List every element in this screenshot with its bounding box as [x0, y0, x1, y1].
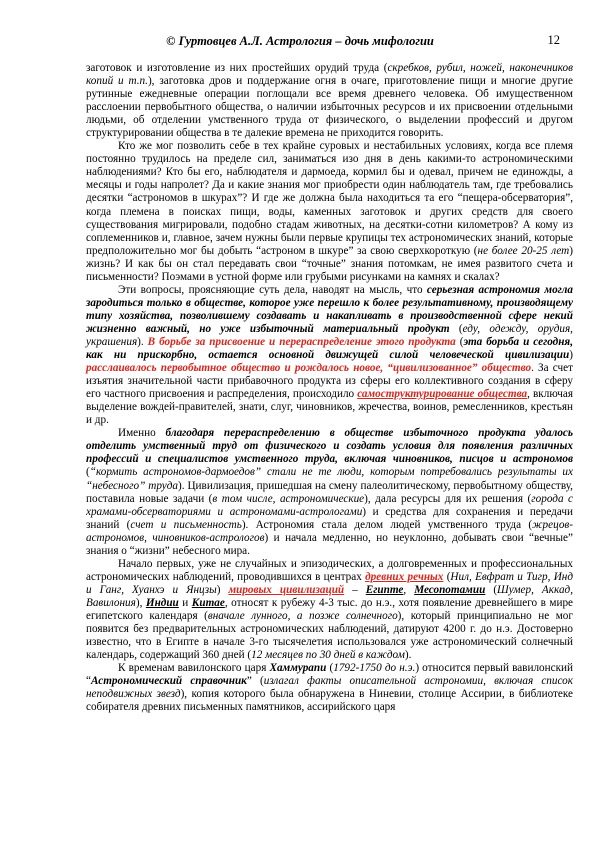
text-run: ,: [403, 583, 415, 596]
text-run-italic: скребков, рубил, ножей, наконечников копий и т.п.: [86, 62, 573, 88]
text-run: ), заготовка дров и поддержание огня в очаге, приготовление пищи и многие другие рутинные ежедневные операции поглощали все время древнего человека. Об имущественном расслоении первобытного общества, о наличии избыточных ресурсов и их присвоении отдельными людьми, об отделении умственного труда от физического, о выделении профессий и другом структурировании общества в те далекие времена не приходится говорить.: [86, 75, 573, 140]
text-run: , относят к рубежу 4-3 тыс. до н.э., хотя появление древнейшего в мире египетского календаря (: [86, 596, 573, 622]
text-run: Именно: [118, 427, 166, 440]
paragraph-3: [86, 284, 573, 428]
text-run: Кто же мог позволить себе в тех крайне суровых и нестабильных условиях, когда все племя постоянно трудилось на пределе сил, заниматься изо дня в день какими-то астрономическими наблюдениями? Кто бы его, наблюдателя и дармоеда, кормил бы и одевал, причем не единожды, а месяцы и годы напролет? Да и какие знания мог приобрести один наблюдатель там, где требовались десятки “астрономов в шкурах”? И где же должна была находиться та его “пещера-обсерватория”, когда племена в поисках пищи, воды, каменных заготовок и других средств для своего существования мигрировали, подобно стадам животных, на десятки-сотни километров? А кому из соплеменников и, главное, зачем нужны были первые крупицы тех астрономических знаний, которые предположительно мог бы добыть “астроном в шкуре” за свою сверхкороткую (: [86, 140, 573, 257]
text-run-red-underlined: самоструктурирование общества: [357, 388, 528, 401]
text-run: ). Астрономия стала делом людей умственного труда (: [241, 518, 533, 531]
text-run-italic: 12 месяцев по 30 дней в каждом: [251, 649, 405, 662]
running-title: © Гуртовцев А.Л. Астрология – дочь мифологии: [166, 34, 434, 48]
page-header: [0, 30, 600, 50]
text-run: ) относится первый вавилонский “: [86, 662, 573, 688]
text-run: (: [455, 335, 464, 348]
text-run-red-emphasis: В борьбе за присвоение и перераспределение этого продукта: [147, 335, 456, 348]
text-run-red-underlined: мировых цивилизаций: [228, 583, 345, 596]
text-run-italic: 1792-1750 до н.э.: [333, 662, 416, 675]
text-run: ), дала ресурсы для их решения (: [364, 492, 532, 505]
text-run: ). Цивилизация, пришедшая на смену палеолитическому, первобытному обществу, поставила новые задачи (: [86, 479, 573, 505]
text-run: Эти вопросы, проясняющие суть дела, наводят на мысль, что: [118, 283, 427, 296]
text-run-italic: Шумер, Аккад, Вавилония: [86, 583, 573, 609]
text-run: (: [443, 570, 451, 583]
text-run-italic: не более 20-25 лет: [477, 244, 570, 257]
text-run: ).: [404, 649, 412, 662]
text-run-bold-underlined: Индии: [145, 596, 179, 609]
text-run: заготовок и изготовление из них простейших орудий труда (: [86, 62, 388, 74]
text-run: К временам вавилонского царя: [118, 662, 270, 675]
text-run: ” (: [246, 675, 264, 688]
text-run: ): [569, 349, 573, 362]
paragraph-4: [86, 427, 573, 557]
text-run: ): [216, 583, 229, 596]
text-run: ), который принципиально не мог появится без предварительных астрономических наблюдений, датируют 4200 г. до н.э. Достоверно известно, что в Египте в начале 3-го тысячелетия использовался уже астрономический солнечный календарь, содержащий 360 дней (: [86, 609, 573, 662]
text-run-bold-underlined: Египте: [365, 583, 404, 596]
text-run-bold-underlined: Месопотамии: [414, 583, 486, 596]
text-run: (: [86, 466, 90, 479]
text-run: . За счет изъятия значительной части прибавочного продукта из сферы его коллективного создания в сферу его частного присвоения и распределения, происходило: [86, 362, 573, 401]
text-run-italic: в том числе, астрономические: [212, 492, 365, 505]
text-run-bold-italic: серьезная астрономия могла зародиться только в обществе, которое уже перешло к более результативному, производящему типу хозяйства, позволившему создавать и накапливать в производственной сфере некий жизненно важный, но уже избыточный материальный продукт: [86, 283, 573, 335]
text-run: ), копия которого была обнаружена в Ниневии, столице Ассирии, в библиотеке собирателя древних письменных памятников, ассирийского царя: [86, 688, 573, 714]
text-run-red-emphasis: расслаивалось первобытное общество и рождалось новое, “цивилизованное” общество: [86, 362, 532, 375]
text-run-italic: “кормить астрономов-дармоедов” стали не те люди, которым потребовались результаты их “небесного” труда: [86, 466, 573, 492]
text-run-italic: еду, одежду, орудия, украшения: [86, 322, 573, 348]
text-run: ) жизнь? И как бы он стал передавать свои “точные” знания потомкам, не имея развитого счета и письменности? Поэмами в устной форме или грубыми рисунками на камнях и скалах?: [86, 244, 573, 283]
text-run: –: [344, 583, 366, 596]
text-run-bold-italic: Астрономический справочник: [90, 675, 247, 688]
text-run-bold-italic: эта борьба и сегодня, как ни прискорбно, остается основной движущей силой человеческой цивилизации: [86, 335, 573, 362]
text-run: (: [326, 662, 334, 675]
paragraph-6: [86, 662, 573, 714]
text-run-bold-italic: Хаммурапи: [269, 662, 327, 675]
text-run: ).: [137, 335, 148, 348]
text-run-italic: города с храмами-обсерваториями и астрономами-астрологами: [86, 492, 573, 518]
paragraph-2: [86, 140, 573, 284]
text-run-italic: излагал факты описательной астрономии, включая список неподвижных звезд: [86, 675, 573, 701]
page-number: 12: [547, 33, 560, 47]
text-run: (: [449, 322, 463, 335]
text-run: (: [485, 583, 498, 596]
text-run: Начало первых, уже не случайных и эпизодических, а долговременных и профессиональных астрономических наблюдений, проводившихся в центрах: [86, 557, 573, 583]
text-run-bold-italic: благодаря перераспределению в обществе избыточного продукта удалось отделить умственный труд от физического и создать условия для появления различных профессий и специалистов умственного труда, включая чиновников, писцов и астрономов: [86, 427, 573, 466]
text-run: ) и начала медленно, но неуклонно, добывать свои “вечные” знания о “жизни” небесного мира.: [86, 531, 573, 557]
paragraph-1: [86, 62, 573, 140]
text-run: , включая выделение вождей-правителей, знати, слуг, чиновников, жречества, воинов, ремесленников, крестьян и др.: [86, 388, 573, 427]
paragraph-5: [86, 558, 573, 662]
body-text: [86, 62, 573, 714]
text-run-italic: Нил, Евфрат и Тигр, Инд и Ганг, Хуанхэ и Янцзы: [86, 570, 573, 596]
text-run-italic: счет и письменность: [130, 518, 242, 531]
text-run-bold-underlined: Китае: [191, 596, 225, 609]
text-run-italic: жрецов-астрономов, чиновников-астрологов: [86, 518, 573, 544]
text-run-italic: вначале лунного, а позже солнечного: [207, 609, 398, 622]
text-run: ) и средства для сохранения и передачи знаний (: [86, 505, 574, 531]
text-run: и: [178, 596, 192, 609]
text-run-red-underlined: древних речных: [365, 570, 444, 583]
text-run: ),: [135, 596, 146, 609]
